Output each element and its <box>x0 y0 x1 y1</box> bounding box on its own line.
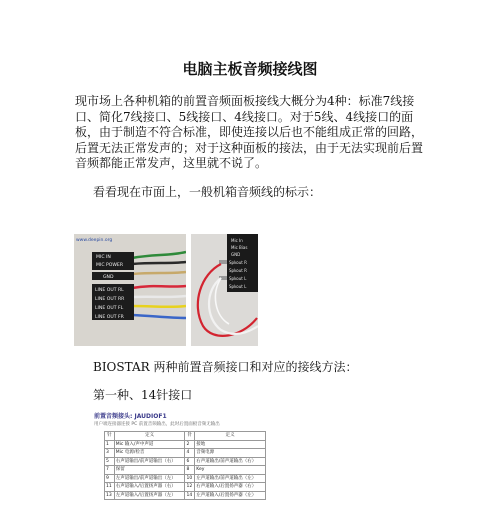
table-cell: Mic 输入/声中声道 <box>114 440 185 449</box>
document-title: 电脑主板音频接线图 <box>182 60 318 78</box>
table-cell: 11 <box>105 483 115 492</box>
table-cell: 3 <box>105 449 115 458</box>
second-paragraph: 看看现在市面上，一般机箱音频线的标示： <box>93 185 322 199</box>
table-row <box>105 440 266 449</box>
pin-table-heading: 前置音频接头: JAUDIOF1 <box>94 413 167 420</box>
connector-label: LINE OUT FR <box>95 315 124 320</box>
first-type-caption: 第一种、14针接口 <box>93 388 193 402</box>
connector-label: MIC IN <box>96 255 111 260</box>
table-cell: 4 <box>185 449 195 458</box>
table-cell: 接地 <box>195 440 266 449</box>
connector-label: LINE OUT RL <box>95 288 124 293</box>
table-cell: 6 <box>185 457 195 466</box>
photo-watermark: www.deepin.org <box>76 238 113 243</box>
pin-table-screenshot <box>94 409 272 517</box>
table-cell: 5 <box>105 457 115 466</box>
connector-photo-right <box>191 234 258 346</box>
table-cell: 13 <box>105 491 115 500</box>
table-cell: 右声道输出/前声道输出（右） <box>195 457 266 466</box>
pin-col-header: 针 <box>105 432 115 441</box>
pin-col-header: 针 <box>185 432 195 441</box>
header-label: Spkout R <box>229 268 247 273</box>
connector-photo-left <box>74 234 186 346</box>
table-cell: 右声道输出/前声道输出（右） <box>114 457 185 466</box>
table-cell: 右声道输入/后置扬声器（右） <box>114 483 185 492</box>
table-cell: 左声道输出/前声道输出（左） <box>114 474 185 483</box>
header-label: GND <box>231 252 241 257</box>
table-row <box>105 474 266 483</box>
connector-photo-left-illustration <box>74 234 186 346</box>
table-cell: 7 <box>105 466 115 475</box>
header-label: Spkout L <box>229 284 247 289</box>
table-cell: 8 <box>185 466 195 475</box>
pin-table-header-row <box>105 432 266 441</box>
biostar-caption: BIOSTAR 两种前置音频接口和对应的接线方法： <box>93 360 358 374</box>
table-cell: 9 <box>105 474 115 483</box>
table-row <box>105 483 266 492</box>
table-cell: 保留 <box>114 466 185 475</box>
table-row <box>105 491 266 500</box>
table-cell: 14 <box>185 491 195 500</box>
table-cell: Mic 电源/检音 <box>114 449 185 458</box>
table-cell: 左声道输入/后置扬声器（左） <box>195 491 266 500</box>
table-cell: 左声道输出/前声道输出（左） <box>195 474 266 483</box>
connector-label: LINE OUT RR <box>95 297 125 302</box>
table-cell: 右声道输入/后置扬声器（右） <box>195 483 266 492</box>
connector-label: MIC POWER <box>96 263 124 268</box>
header-label: Spkout L <box>229 276 247 281</box>
table-cell: 音频电源 <box>195 449 266 458</box>
connector-label: LINE OUT FL <box>95 306 124 311</box>
header-label: Mic In <box>231 238 243 243</box>
connector-photo-right-illustration <box>191 234 258 346</box>
table-cell: 左声道输入/后置扬声器（左） <box>114 491 185 500</box>
table-cell: 1 <box>105 440 115 449</box>
header-label: Spkout R <box>229 260 247 265</box>
table-cell: Key <box>195 466 266 475</box>
table-cell: 12 <box>185 483 195 492</box>
table-cell: 10 <box>185 474 195 483</box>
intro-paragraph: 现市场上各种机箱的前置音频面板接线大概分为4种：标准7线接口、简化7线接口、5线接口、4线接口。对于5线、4线接口的面板，由于制造不符合标准，即使连接以后也不能组成正常的回路，后置无法正常发声的；对于这种面板的接法，由于无法实现前后置音频都能正常发声，这里就不说了。 <box>75 94 424 170</box>
table-row <box>105 457 266 466</box>
table-row <box>105 449 266 458</box>
pin-col-header: 定义 <box>195 432 266 441</box>
connector-label: GND <box>103 275 114 280</box>
pin-table <box>104 431 266 500</box>
pin-table-subtitle: 用户端连接器连接 PC 前置音频输出，此时后置面板音频无输出 <box>94 422 220 427</box>
table-cell: 2 <box>185 440 195 449</box>
pin-col-header: 定义 <box>114 432 185 441</box>
table-row <box>105 466 266 475</box>
header-label: Mic Bias <box>231 245 248 250</box>
